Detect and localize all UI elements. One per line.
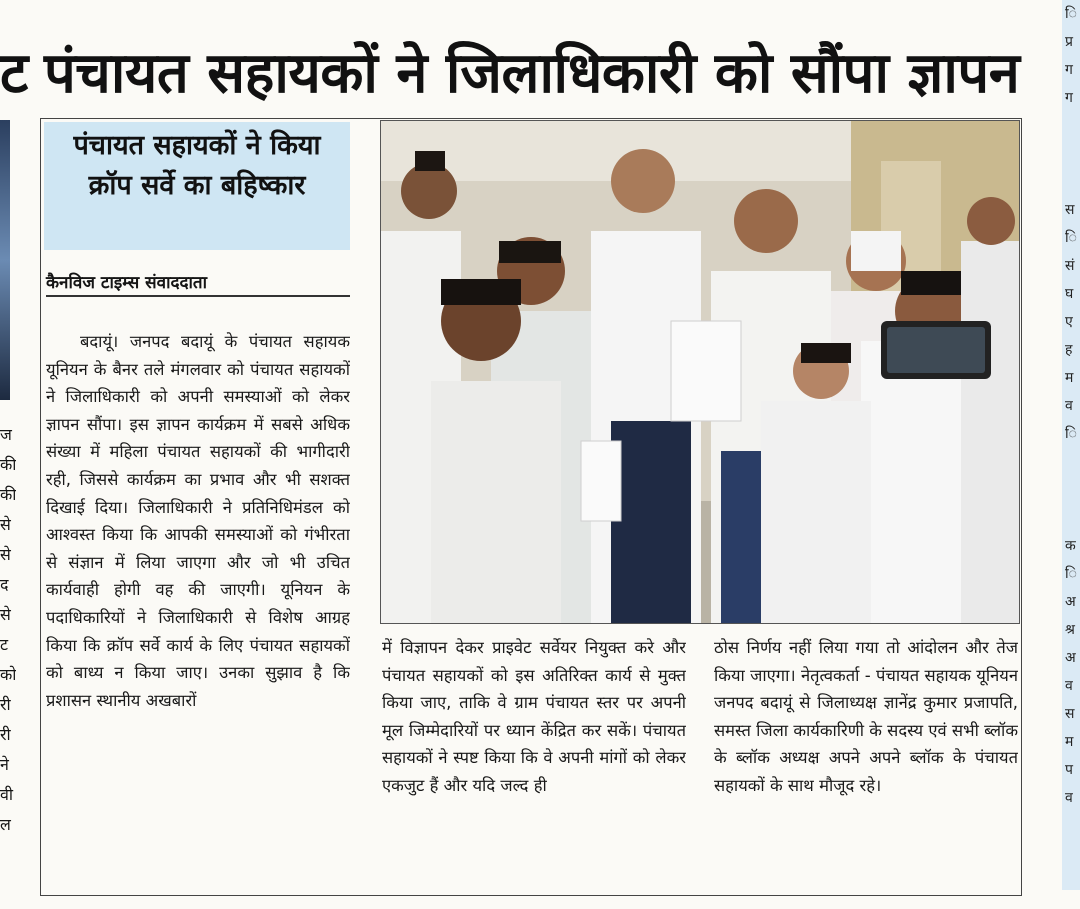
subheadline-text: पंचायत सहायकों ने किया क्रॉप सर्वे का बहिष्कार xyxy=(73,130,321,201)
right-fragment-line: व xyxy=(1065,678,1073,694)
left-fragment-line: री xyxy=(0,695,11,714)
byline: कैनविज टाइम्स संवाददाता xyxy=(46,273,208,293)
right-fragment-line: ह xyxy=(1065,342,1073,358)
right-fragment-line: ए xyxy=(1065,314,1073,330)
right-fragment-line: अ xyxy=(1065,594,1076,610)
left-fragment-line: वी xyxy=(0,785,14,804)
left-fragment-line: द xyxy=(0,575,9,594)
right-fragment-line: घ xyxy=(1065,286,1074,302)
subheadline-box xyxy=(44,122,350,250)
right-fragment-line: प xyxy=(1065,762,1073,778)
left-fragment-line: से xyxy=(0,605,11,624)
left-fragment-line: ज xyxy=(0,425,12,444)
right-fragment-line: अ xyxy=(1065,650,1076,666)
left-fragment-line: की xyxy=(0,455,16,474)
left-fragment-line: से xyxy=(0,545,11,564)
left-fragment-line: से xyxy=(0,515,11,534)
right-fragment-line: क xyxy=(1065,538,1076,554)
body-column-3: ठोस निर्णय नहीं लिया गया तो आंदोलन और तेज किया जाएगा। नेतृत्वकर्ता - पंचायत सहायक यूनियन जनपद बदायूं से जिलाध्यक्ष ज्ञानेंद्र कुमार प्रजापति, समस्त जिला कार्यकारिणी के सदस्य एवं सभी ब्लॉक के ब्लॉक अध्यक्ष अपने अपने ब्लॉक के पंचायत सहायकों के साथ मौजूद रहे। xyxy=(714,638,1018,795)
right-fragment-line: म xyxy=(1065,370,1074,386)
left-photo-fragment xyxy=(0,120,10,400)
left-fragment-line: को xyxy=(0,665,16,684)
right-fragment-line xyxy=(1062,140,1080,168)
headline-text: पंचायत सहायकों ने जिलाधिकारी को सौंपा ज्ञापन xyxy=(44,41,1020,106)
right-fragment-line: सं xyxy=(1065,258,1075,274)
right-fragment-line xyxy=(1062,504,1080,532)
right-fragment-line: ि xyxy=(1065,6,1077,22)
right-fragment-line: ग xyxy=(1065,62,1073,78)
headline-fragment: ट xyxy=(0,41,28,106)
left-fragment-line: की xyxy=(0,485,16,504)
right-fragment-line xyxy=(1062,112,1080,140)
right-fragment-line: ि xyxy=(1065,230,1077,246)
body-column-1: बदायूं। जनपद बदायूं के पंचायत सहायक यूनियन के बैनर तले मंगलवार को पंचायत सहायकों ने जिलाधिकारी को अपनी समस्याओं को लेकर ज्ञापन सौंपा। इस ज्ञापन कार्यक्रम में सबसे अधिक संख्या में महिला पंचायत सहायकों की भागीदारी रही, जिससे कार्यक्रम का प्रभाव और भी सशक्त दिखाई दिया। जिलाधिकारी ने प्रतिनिधिमंडल को आश्वस्त किया कि आपकी समस्याओं को गंभीरता से संज्ञान में लिया जाएगा और जो भी उचित कार्यवाही होगी वह की जाएगी। यूनियन के पदाधिकारियों ने जिलाधिकारी से विशेष आग्रह किया कि क्रॉप सर्वे कार्य के लिए पंचायत सहायकों को बाध्य न किया जाए। उनका सुझाव है कि प्रशासन स्थानीय अखबारों xyxy=(46,332,350,710)
right-fragment-line xyxy=(1062,168,1080,196)
group-photo-illustration xyxy=(381,121,1020,624)
right-fragment-line: प्र xyxy=(1065,34,1073,50)
headline xyxy=(0,32,1040,116)
left-fragment-line: ट xyxy=(0,635,9,654)
byline-rule xyxy=(46,295,350,297)
right-fragment-line: श्र xyxy=(1065,622,1075,638)
right-fragment-line: व xyxy=(1065,790,1073,806)
news-photo xyxy=(380,120,1020,624)
left-fragment-line: री xyxy=(0,725,11,744)
right-fragment-line: म xyxy=(1065,734,1074,750)
right-fragment-line xyxy=(1062,448,1080,476)
right-fragment-line: स xyxy=(1065,706,1075,722)
body-column-2: में विज्ञापन देकर प्राइवेट सर्वेयर नियुक्त करे और पंचायत सहायकों को इस अतिरिक्त कार्य से मुक्त किया जाए, ताकि वे ग्राम पंचायत स्तर पर अपनी मूल जिम्मेदारियों पर ध्यान केंद्रित कर सकें। पंचायत सहायकों ने स्पष्ट किया कि वे अपनी मांगों को लेकर एकजुट हैं और यदि जल्द ही xyxy=(382,638,686,795)
right-fragment-line: व xyxy=(1065,398,1073,414)
right-column-fragment xyxy=(1062,0,1080,890)
left-column-fragment xyxy=(0,420,16,840)
right-fragment-line: ि xyxy=(1065,426,1077,442)
right-fragment-line: ग xyxy=(1065,90,1073,106)
left-fragment-line: ने xyxy=(0,755,9,774)
right-fragment-line: स xyxy=(1065,202,1075,218)
right-fragment-line: ि xyxy=(1065,566,1077,582)
right-fragment-line xyxy=(1062,476,1080,504)
left-fragment-line: ल xyxy=(0,815,11,834)
